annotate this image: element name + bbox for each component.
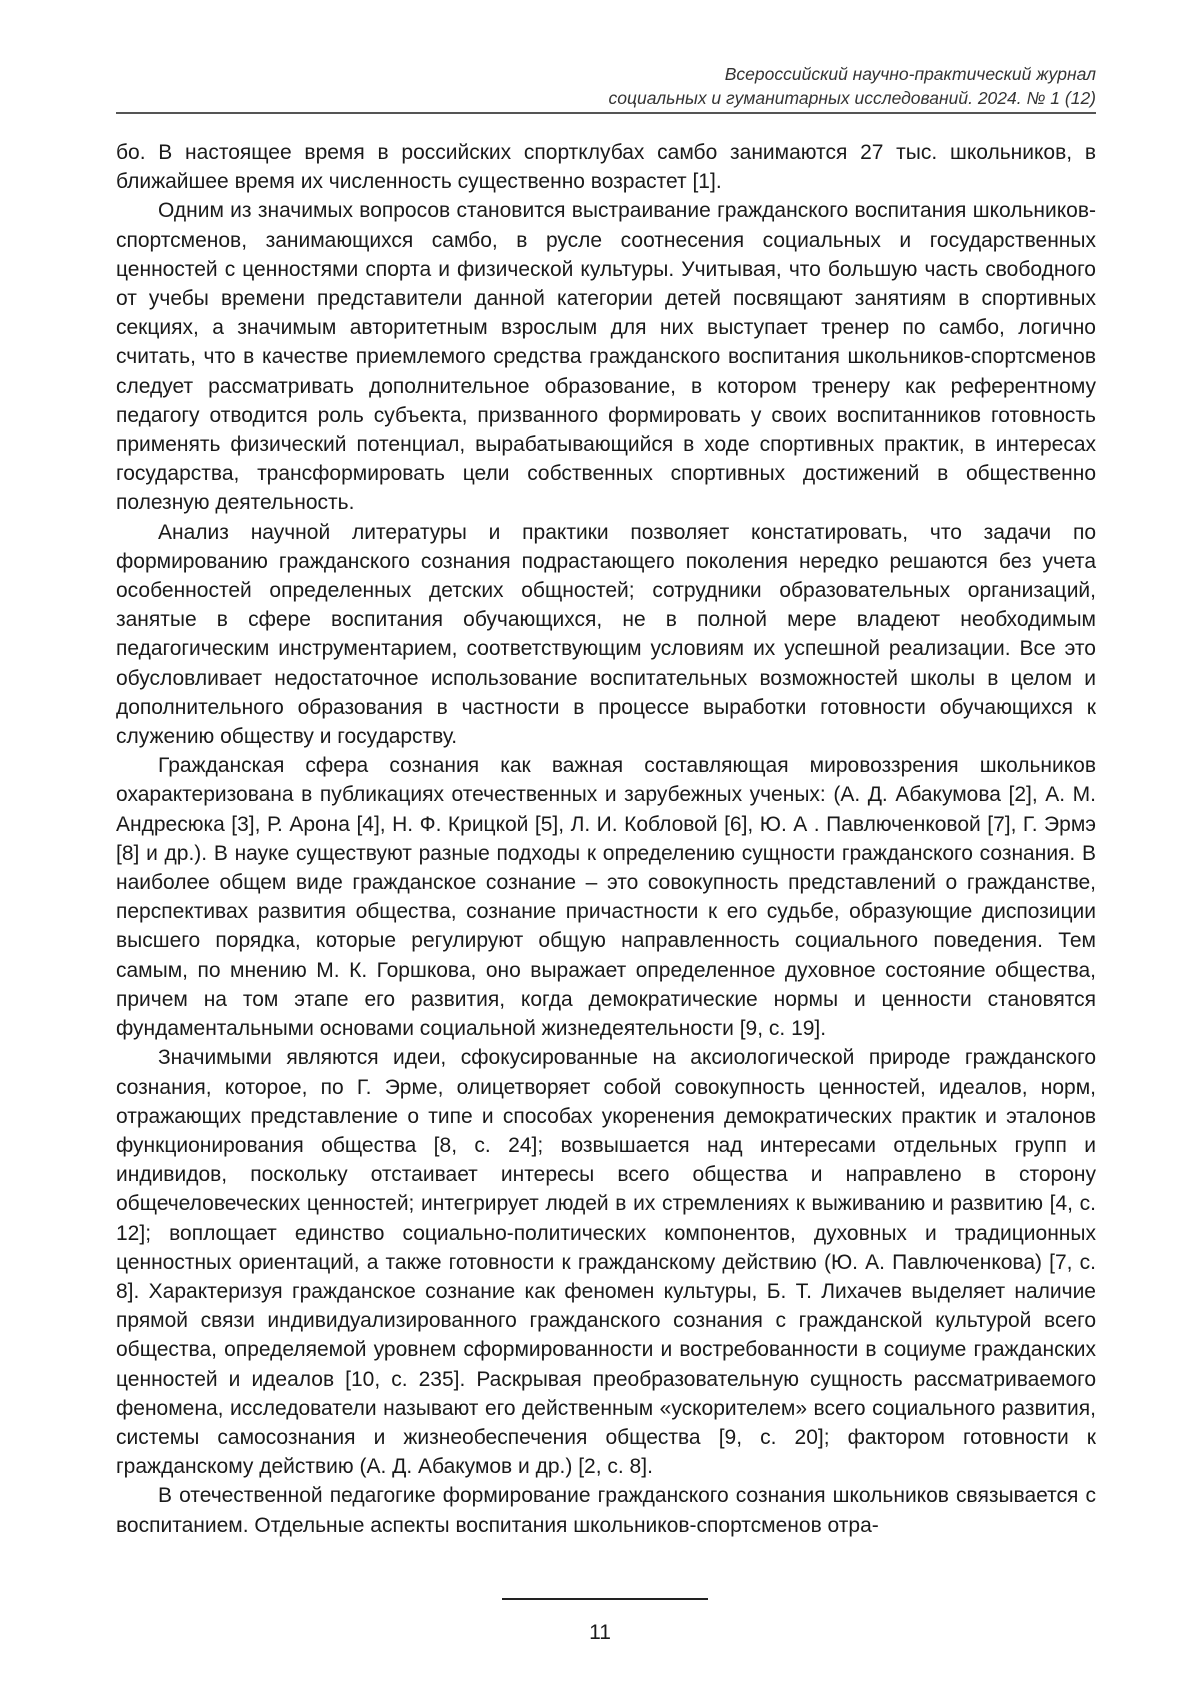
- journal-running-header: [116, 62, 1096, 110]
- article-body: [116, 138, 1096, 1540]
- footer-divider: [502, 1598, 708, 1600]
- paragraph: В отечественной педагогике формирование гражданского сознания школьников связывается с воспитанием. Отдельные аспекты воспитания школьников-спортсменов отра-: [116, 1484, 1096, 1537]
- paragraph: Анализ научной литературы и практики позволяет констатировать, что задачи по формированию гражданского сознания подрастающего поколения нередко решаются без учета особенностей определенных детских общностей; сотрудники образовательных организаций, занятые в сфере воспитания обучающихся, не в полной мере владеют необходимым педагогическим инструментарием, соответствующим условиям их успешной реализации. Все это обусловливает недостаточное использование воспитательных возможностей школы в целом и дополнительного образования в частности в процессе выработки готовности обучающихся к служению обществу и государству.: [116, 520, 1096, 749]
- paragraph: Гражданская сфера сознания как важная составляющая мировоззрения школьников охарактеризована в публикациях отечественных и зарубежных ученых: (А. Д. Абакумова [2], А. М. Андресюка [3], Р. Арона [4], Н. Ф. Крицкой [5], Л. И. Кобловой [6], Ю. А . Павлюченковой [7], Г. Эрмэ [8] и др.). В науке существуют разные подходы к определению сущности гражданского сознания. В наиболее общем виде гражданское сознание – это совокупность представлений о гражданстве, перспективах развития общества, сознание причастности к его судьбе, образующие диспозиции высшего порядка, которые регулируют общую направленность социального поведения. Тем самым, по мнению М. К. Горшкова, оно выражает определенное духовное состояние общества, причем на том этапе его развития, когда демократические нормы и ценности становятся фундаментальными основами социальной жизнедеятельности [9, с. 19].: [116, 754, 1096, 1041]
- journal-title-line-1: Всероссийский научно-практический журнал: [724, 64, 1096, 84]
- page-number: 11: [589, 1621, 611, 1644]
- paragraph: Значимыми являются идеи, сфокусированные на аксиологической природе гражданского сознания, которое, по Г. Эрме, олицетворяет собой совокупность ценностей, идеалов, норм, отражающих представление о типе и способах укоренения демократических практик и эталонов функционирования общества [8, с. 24]; возвышается над интересами отдельных групп и индивидов, поскольку отстаивает интересы всего общества и направлено в сторону общечеловеческих ценностей; интегрирует людей в их стремлениях к выживанию и развитию [4, с. 12]; воплощает единство социально-политических компонентов, духовных и традиционных ценностных ориентаций, а также готовности к гражданскому действию (Ю. А. Павлюченкова) [7, с. 8]. Характеризуя гражданское сознание как феномен культуры, Б. Т. Лихачев выделяет наличие прямой связи индивидуализированного гражданского сознания с гражданской культурой всего общества, определяемой уровнем сформированности и востребованности в социуме гражданских ценностей и идеалов [10, с. 235]. Раскрывая преобразовательную сущность рассматриваемого феномена, исследователи называют его действенным «ускорителем» всего социального развития, системы самосознания и жизнеобеспечения общества [9, с. 20]; фактором готовности к гражданскому действию (А. Д. Абакумов и др.) [2, с. 8].: [116, 1046, 1096, 1479]
- paragraph: Одним из значимых вопросов становится выстраивание гражданского воспитания школьников-спортсменов, занимающихся самбо, в русле соотнесения социальных и государственных ценностей с ценностями спорта и физической культуры. Учитывая, что большую часть свободного от учебы времени представители данной категории детей посвящают занятиям в спортивных секциях, а значимым авторитетным взрослым для них выступает тренер по самбо, логично считать, что в качестве приемлемого средства гражданского воспитания школьников-спортсменов следует рассматривать дополнительное образование, в котором тренеру как референтному педагогу отводится роль субъекта, призванного формировать у своих воспитанников готовность применять физический потенциал, вырабатывающийся в ходе спортивных практик, в интересах государства, трансформировать цели собственных спортивных достижений в общественно полезную деятельность.: [116, 199, 1096, 515]
- header-divider: [116, 112, 1096, 114]
- paragraph-continuation: бо. В настоящее время в российских спортклубах самбо занимаются 27 тыс. школьников, в ближайшее время их численность существенно возрастет [1].: [116, 141, 1096, 194]
- journal-title-line-2: социальных и гуманитарных исследований. 2024. № 1 (12): [608, 88, 1096, 108]
